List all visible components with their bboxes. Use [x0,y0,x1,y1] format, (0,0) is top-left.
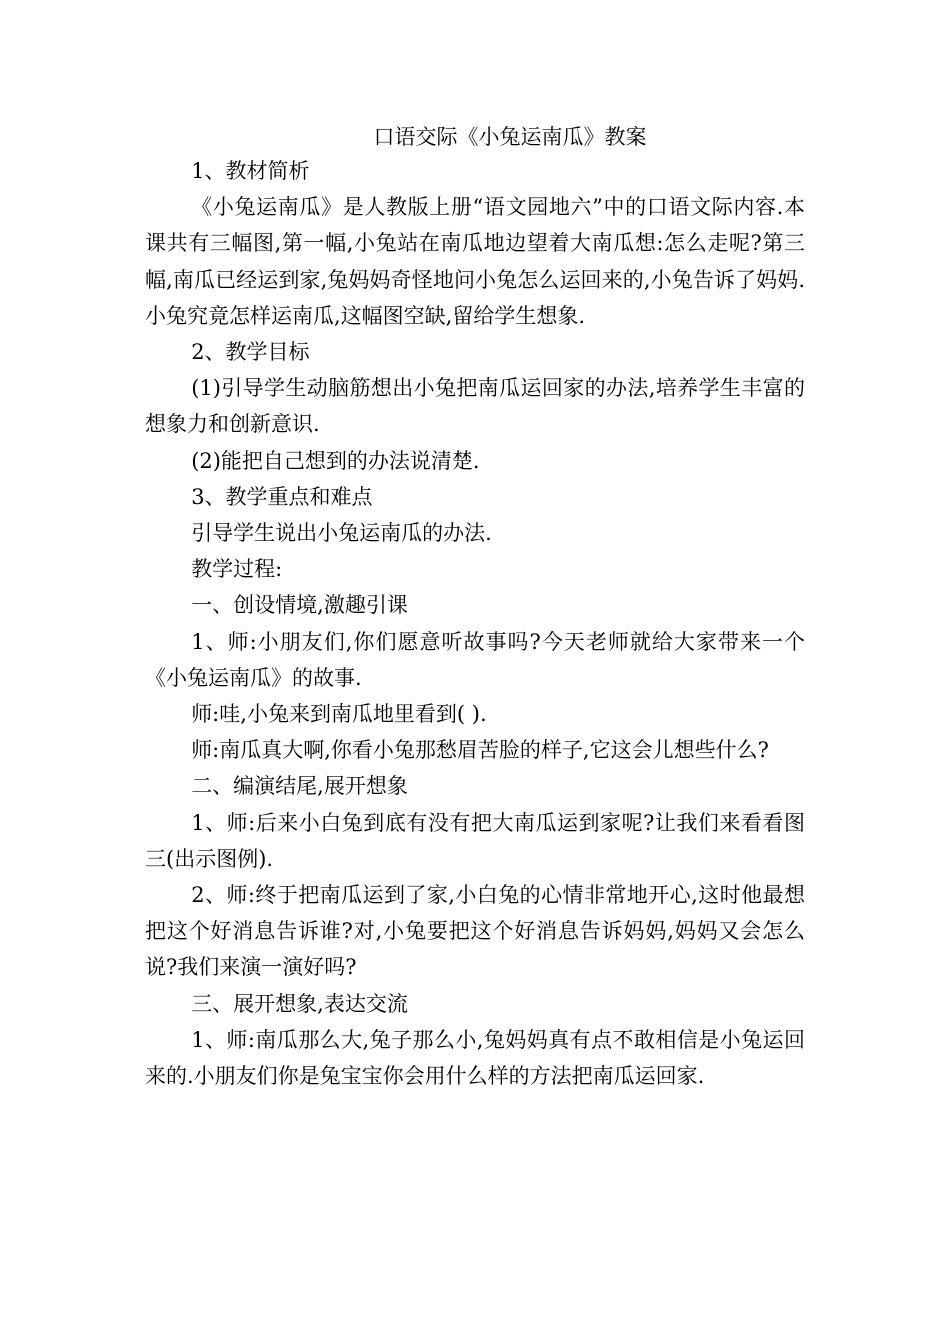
paragraph-goal-2: (2)能把自己想到的办法说清楚. [191,448,480,473]
paragraph-goal-1: (1)引导学生动脑筋想出小兔把南瓜运回家的办法,培养学生丰富的想象力和创新意识. [145,376,805,437]
paragraph-section-1-heading: 1、教材简析 [191,159,310,183]
document-title: 口语交际《小兔运南瓜》教案 [373,125,647,149]
paragraph-part-1-item-2: 师:哇,小兔来到南瓜地里看到( ). [191,702,487,727]
paragraph-section-3-heading: 3、教学重点和难点 [191,484,373,509]
paragraph-section-2-heading: 2、教学目标 [191,340,310,365]
paragraph-part-2-item-2: 2、师:终于把南瓜运到了家,小白兔的心情非常地开心,这时他最想把这个好消息告诉谁?对,小兔要把这个好消息告诉妈妈,妈妈又会怎么说?我们来演一演好吗? [145,883,805,980]
document-body [145,153,805,1094]
paragraph-process-heading: 教学过程: [191,557,283,582]
paragraph-key-point: 引导学生说出小兔运南瓜的办法. [191,521,492,546]
paragraph-part-1-heading: 一、创设情境,激趣引课 [191,593,408,618]
paragraph-part-1-item-1: 1、师:小朋友们,你们愿意听故事吗?今天老师就给大家带来一个《小兔运南瓜》的故事. [145,629,805,690]
paragraph-part-2-item-1: 1、师:后来小白兔到底有没有把大南瓜运到家呢?让我们来看看图三(出示图例). [145,810,805,871]
paragraph-part-3-heading: 三、展开想象,表达交流 [191,991,408,1016]
paragraph-part-1-item-3: 师:南瓜真大啊,你看小兔那愁眉苦脸的样子,它这会儿想些什么? [191,738,769,763]
paragraph-part-3-item-1: 1、师:南瓜那么大,兔子那么小,兔妈妈真有点不敢相信是小兔运回来的.小朋友们你是兔宝宝你会用什么样的方法把南瓜运回家. [145,1027,805,1089]
paragraph-part-2-heading: 二、编演结尾,展开想象 [191,774,408,799]
paragraph-material-analysis: 《小兔运南瓜》是人教版上册“语文园地六”中的口语文际内容.本课共有三幅图,第一幅,小兔站在南瓜地边望着大南瓜想:怎么走呢?第三幅,南瓜已经运到家,兔妈妈奇怪地问小兔怎么运回来的,小兔告诉了妈妈.小兔究竟怎样运南瓜,这幅图空缺,留给学生想象. [145,195,805,328]
